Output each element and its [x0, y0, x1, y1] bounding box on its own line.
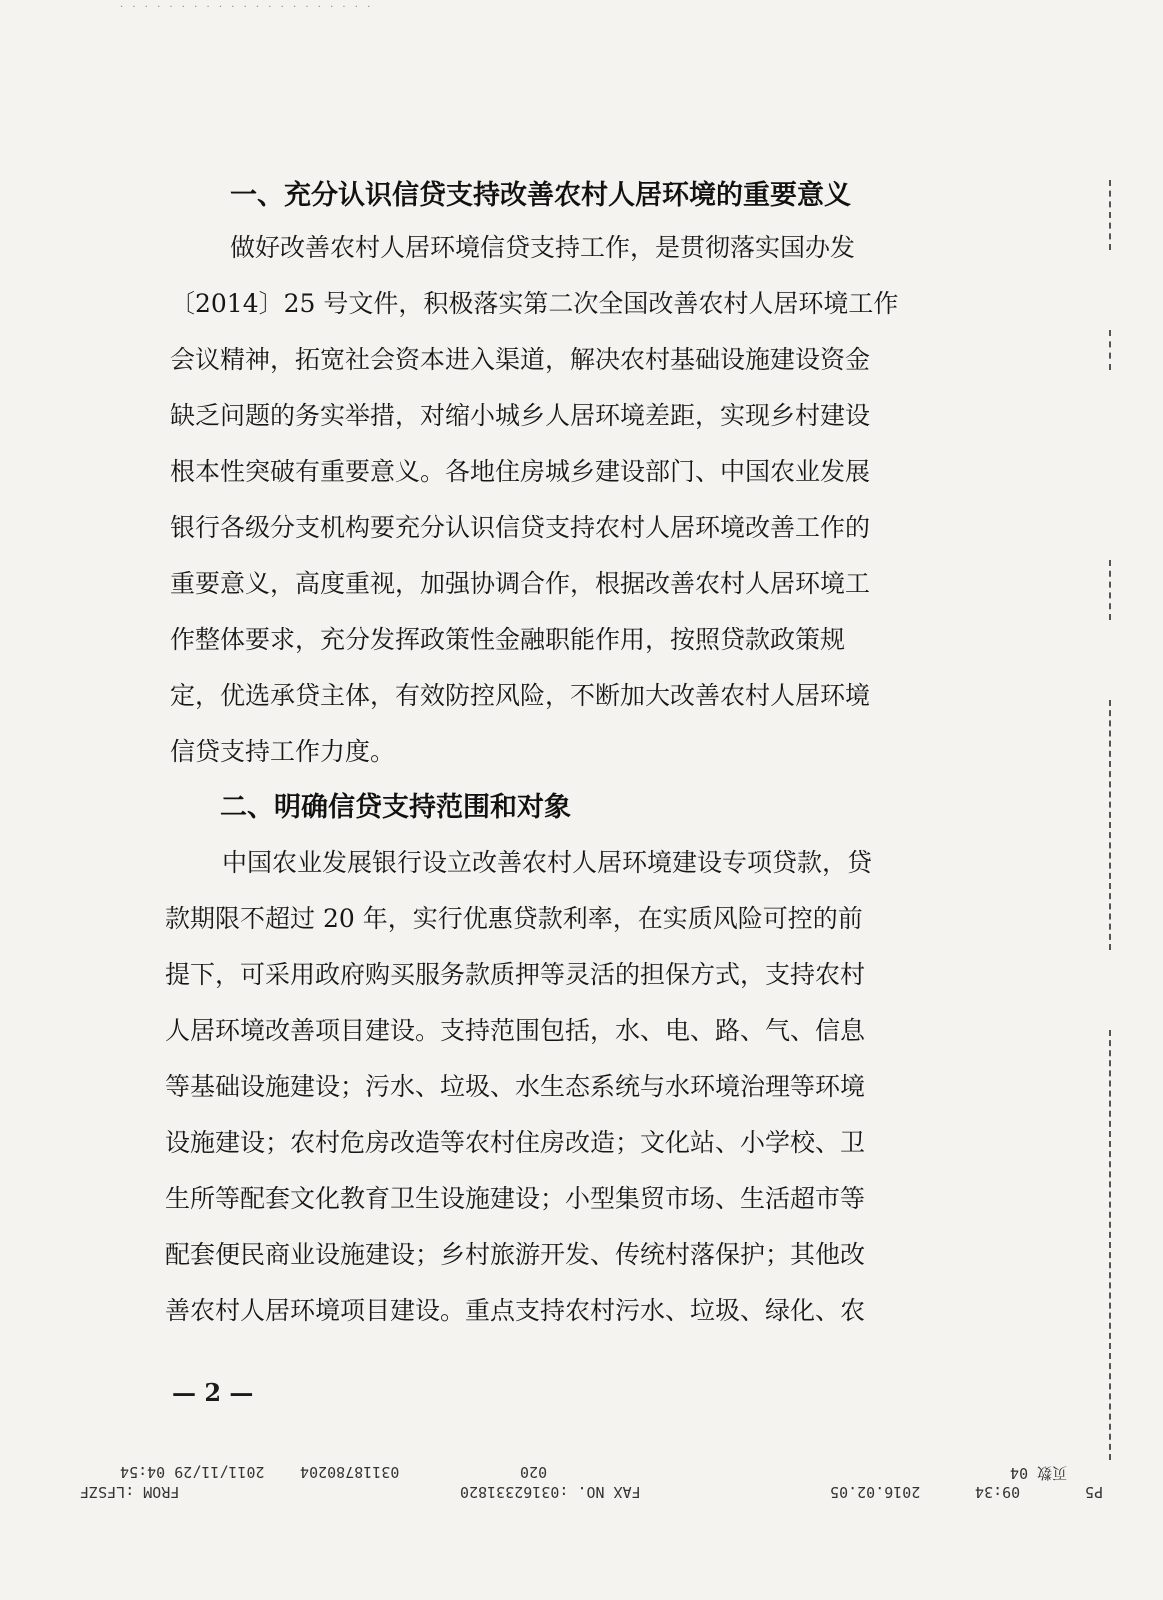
scan-edge-line [1109, 1030, 1111, 1460]
section1-line: 银行各级分支机构要充分认识信贷支持农村人居环境改善工作的 [170, 513, 871, 542]
section2-line: 生所等配套文化教育卫生设施建设；小型集贸市场、生活超市等 [165, 1184, 866, 1213]
section1-line: 重要意义，高度重视，加强协调合作，根据改善农村人居环境工 [170, 569, 871, 598]
fax-date: 2016.02.05 [830, 1483, 921, 1501]
section1-heading: 一、充分认识信贷支持改善农村人居环境的重要意义 [230, 180, 851, 211]
section1-line: 缺乏问题的务实举措，对缩小城乡人居环境差距，实现乡村建设 [170, 401, 871, 430]
section1-line: 信贷支持工作力度。 [170, 737, 396, 766]
fax-from: FROM :LFSZF [80, 1483, 180, 1501]
section1-line: 作整体要求，充分发挥政策性金融职能作用，按照贷款政策规 [170, 625, 846, 654]
scan-noise: · · · · · · · · · · · · · · · · · · · · · [120, 2, 374, 13]
section1-line: 根本性突破有重要意义。各地住房城乡建设部门、中国农业发展 [170, 457, 871, 486]
fax-number: 03118780204 [300, 1463, 400, 1481]
fax-page-label: P5 [1085, 1483, 1104, 1501]
section2-heading: 二、明确信贷支持范围和对象 [220, 792, 571, 823]
section1-line: 会议精神，拓宽社会资本进入渠道，解决农村基础设施建设资金 [170, 345, 871, 374]
fax-datetime: 2011/11/29 04:54 [120, 1463, 265, 1481]
scan-edge-line [1109, 700, 1111, 950]
section1-line: 定，优选承贷主体，有效防控风险，不断加大改善农村人居环境 [170, 681, 871, 710]
section2-line: 中国农业发展银行设立改善农村人居环境建设专项贷款，贷 [222, 848, 873, 877]
section1-line: 做好改善农村人居环境信贷支持工作，是贯彻落实国办发 [230, 233, 856, 262]
section2-line: 提下，可采用政府购买服务款质押等灵活的担保方式，支持农村 [165, 960, 866, 989]
page-number: — 2 — [172, 1378, 254, 1407]
fax-no: FAX NO. :03162331820 [460, 1483, 641, 1501]
scan-edge-line [1109, 560, 1111, 620]
scan-edge-line [1109, 330, 1111, 370]
section2-line: 人居环境改善项目建设。支持范围包括，水、电、路、气、信息 [165, 1016, 866, 1045]
section2-line: 款期限不超过 20 年，实行优惠贷款利率，在实质风险可控的前 [165, 904, 863, 933]
section2-line: 善农村人居环境项目建设。重点支持农村污水、垃圾、绿化、农 [165, 1296, 866, 1325]
section2-line: 配套便民商业设施建设；乡村旅游开发、传统村落保护；其他改 [165, 1240, 866, 1269]
fax-page-count: 页数 04 [1010, 1464, 1068, 1482]
section2-line: 设施建设；农村危房改造等农村住房改造；文化站、小学校、卫 [165, 1128, 866, 1157]
fax-code: 020 [520, 1463, 548, 1481]
fax-time: 09:34 [975, 1483, 1021, 1501]
section2-line: 等基础设施建设；污水、垃圾、水生态系统与水环境治理等环境 [165, 1072, 866, 1101]
scan-edge-line [1109, 180, 1111, 250]
section1-line: 〔2014〕25 号文件，积极落实第二次全国改善农村人居环境工作 [170, 289, 899, 318]
